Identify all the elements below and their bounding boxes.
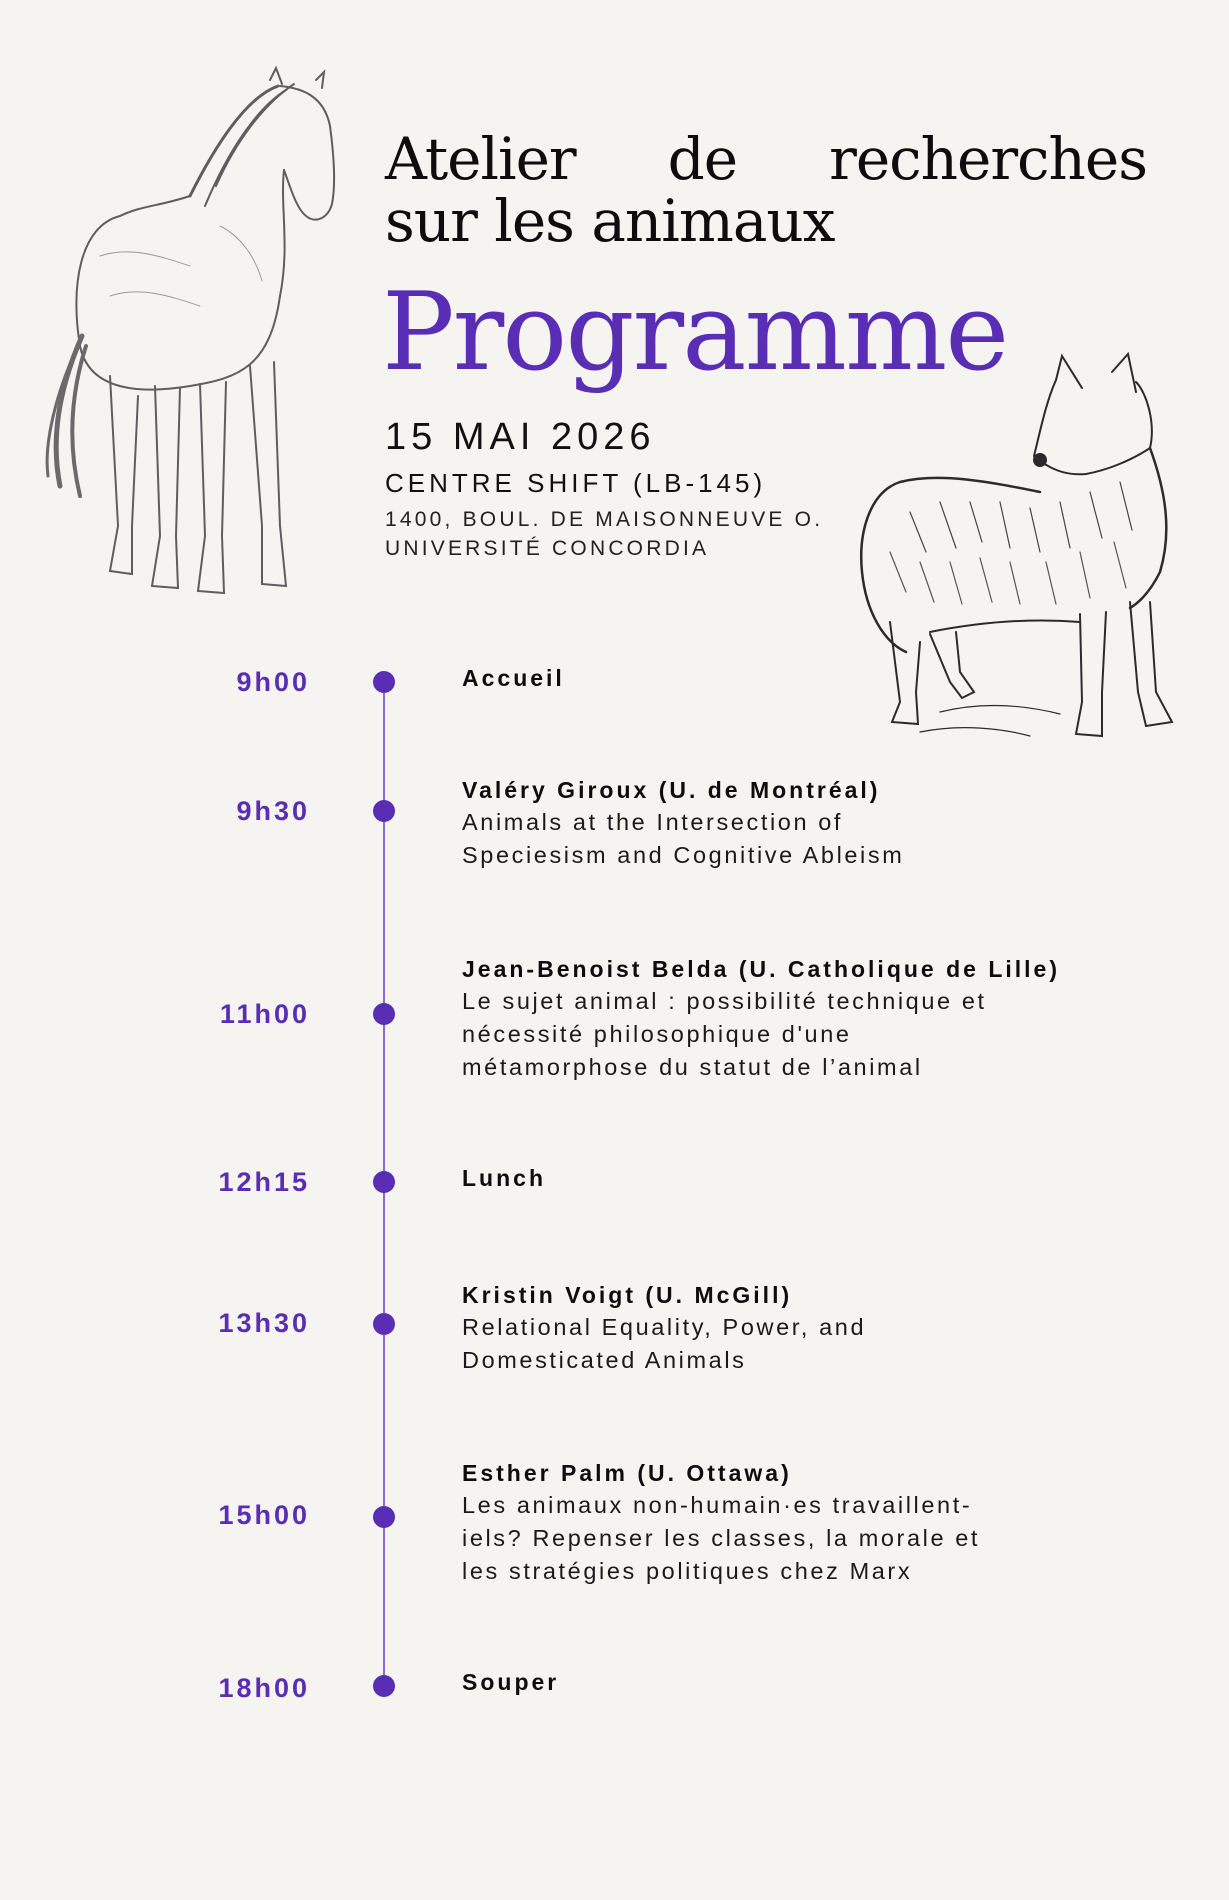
schedule-time: 11h00 <box>219 999 310 1029</box>
timeline-dot-icon <box>373 1675 395 1697</box>
address-line-1: 1400, BOUL. DE MAISONNEUVE O. <box>385 508 824 531</box>
event-venue: CENTRE SHIFT (LB-145) <box>385 468 767 498</box>
talk-title-line: nécessité philosophique d'une <box>462 1021 852 1047</box>
schedule-content <box>462 953 1202 1084</box>
schedule-content <box>462 774 1202 872</box>
address-line-2: UNIVERSITÉ CONCORDIA <box>385 537 710 560</box>
event-address <box>385 505 823 563</box>
schedule-time: 13h30 <box>218 1308 310 1338</box>
schedule-title: Souper <box>462 1669 560 1695</box>
title-line-2: sur les animaux <box>385 187 835 255</box>
schedule-content <box>462 1162 1202 1194</box>
schedule-content <box>462 1279 1202 1377</box>
event-title <box>385 125 1147 255</box>
speaker-name: Kristin Voigt (U. McGill) <box>462 1282 793 1308</box>
talk-title <box>462 1311 1202 1377</box>
schedule-title: Lunch <box>462 1165 546 1191</box>
horse-illustration <box>40 66 345 606</box>
page-heading: Programme <box>382 270 1008 395</box>
speaker-name: Valéry Giroux (U. de Montréal) <box>462 777 881 803</box>
timeline-dot-icon <box>373 671 395 693</box>
title-word: Atelier <box>385 125 576 193</box>
schedule-time: 15h00 <box>218 1500 310 1530</box>
timeline-dot-icon <box>373 1003 395 1025</box>
title-word: recherches <box>829 125 1147 193</box>
schedule-time: 9h00 <box>236 667 310 697</box>
schedule-content <box>462 1457 1202 1588</box>
talk-title-line: Speciesism and Cognitive Ableism <box>462 842 905 868</box>
schedule-content <box>462 662 1202 694</box>
talk-title-line: métamorphose du statut de l’animal <box>462 1054 923 1080</box>
talk-title-line: Animals at the Intersection of <box>462 809 844 835</box>
speaker-name: Jean-Benoist Belda (U. Catholique de Lille) <box>462 956 1061 982</box>
title-line-1 <box>385 125 1147 193</box>
talk-title-line: Le sujet animal : possibilité technique et <box>462 988 987 1014</box>
schedule-time: 12h15 <box>218 1167 310 1197</box>
talk-title <box>462 985 1202 1084</box>
timeline-dot-icon <box>373 1506 395 1528</box>
talk-title-line: les stratégies politiques chez Marx <box>462 1558 913 1584</box>
timeline-dot-icon <box>373 1313 395 1335</box>
talk-title-line: Relational Equality, Power, and <box>462 1314 867 1340</box>
talk-title <box>462 1489 1202 1588</box>
title-word: de <box>667 125 738 193</box>
talk-title-line: iels? Repenser les classes, la morale et <box>462 1525 981 1551</box>
timeline-dot-icon <box>373 800 395 822</box>
schedule-time: 18h00 <box>218 1673 310 1703</box>
talk-title-line: Domesticated Animals <box>462 1347 747 1373</box>
talk-title <box>462 806 1202 872</box>
talk-title-line: Les animaux non-humain·es travaillent- <box>462 1492 973 1518</box>
event-date: 15 MAI 2026 <box>385 416 656 458</box>
schedule-content <box>462 1666 1202 1698</box>
schedule-time: 9h30 <box>236 796 310 826</box>
timeline-dot-icon <box>373 1171 395 1193</box>
schedule-title: Accueil <box>462 665 565 691</box>
speaker-name: Esther Palm (U. Ottawa) <box>462 1460 792 1486</box>
